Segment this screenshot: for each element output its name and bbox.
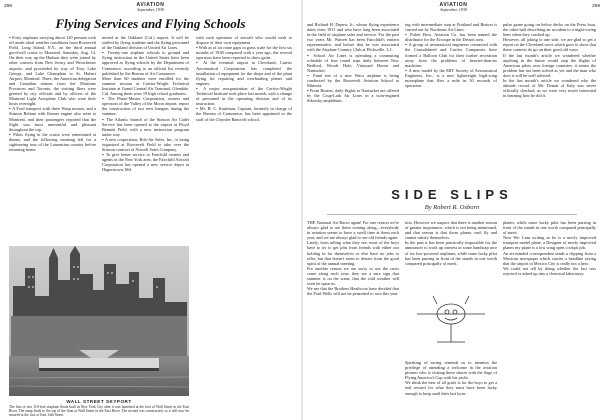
right-page xyxy=(303,0,604,420)
paragraph: ▪ Forty airplanes carrying about 120 persons took off under ideal weather conditions from Roosevelt Field, Long Island, N.Y., on the third annual good-will cruise to Montreal. Saturday, Aug. 14. On their way up the Hudson they were joined by other cruisers from New Jersey and Westchester airports, and proceeded by way of Troy, Lake George, and Lake Champlain to St. Hubert Airport, Montreal. There, the American delegation and Canadian airmen from the Maritime Provinces and Toronto, the visiting fliers were greeted by city officials and by officers of the Montreal Light Aeroplane Club who were their hosts overnight. xyxy=(9,35,96,106)
paragraph: and Richard H. Depew, Jr., whose flying experience dates from 1911 and who have long been associated in the field of airplane sales and service. For the past two years Mr. Warren has been Fairchild's eastern representative, and before that he was associated with the Airplane Country Club at Hicksville, L.I. xyxy=(307,22,399,53)
left-column-3 xyxy=(196,35,292,413)
paragraph: ▪ Pilots flying in the cruise were entertained at dinner, and the following morning left for a sightseeing tour of the Laurentian country before returning home. xyxy=(9,132,96,152)
left-column-2 xyxy=(102,35,189,243)
paragraph: We could not tell by doing whether the fact was rejected or asked up into a chemical laboratory. xyxy=(503,265,596,276)
right-header xyxy=(307,3,600,15)
paragraph: ▪ To give better service to Fairchild owners and agents in the New York area, the Fairchild Aircraft Corporation has opened a new service depot at Hagerstown, Md. xyxy=(102,152,189,172)
side-slips-column-2a xyxy=(405,220,497,280)
paragraph: nected at the Oakland (Cal.) airport. It will be staffed by flying students and the flying personnel of the Oakland division of United Air Lines. xyxy=(102,35,189,51)
article-title: Flying Services and Flying Schools xyxy=(55,16,246,31)
paragraph: ▪ At the eventual airport in Cleveland, Curtiss Aeronautical Corporation has completed the installation of equipment for the shops and of the plant flying for repairing and overhauling planes and engines. xyxy=(196,60,292,85)
paragraph: More than 60 students were enrolled for the summer session at Curtiss-Wright Technical Institute at Grand Central Air Terminal, Glendale, Cal. Among them were 18 high school graduates. xyxy=(102,75,189,97)
left-column-1 xyxy=(9,35,96,243)
paragraph: ▪ Final test of a new Waco airplane is being conducted by the Roosevelt Aviation School at Mineola. xyxy=(307,73,399,88)
paragraph: THE National Air Races again! For one reason we're always glad to see them coming along—everybody in aviation seems to have a swell time at them each year, and we are always glad to see old friends again. xyxy=(307,220,399,241)
paragraph: ▪ Mr. H. C. Kaufman, Captain, formerly in charge of the Bureau of Commerce, has been appointed to the staff of the Chrysler Bancroft school. xyxy=(196,106,292,121)
left-header-title: AVIATION xyxy=(136,2,165,8)
paragraph: ▪ A new model by the MIT Society of Aeronautical Engineers, Inc., is a new lightweight high-wing monoplane that flies a mile in 50 seconds of operation. xyxy=(405,68,497,88)
paragraph: For another reason we are sorry to see the races come along each year: they are a sure sign that summer is on the wane, that the cold weather will soon be upon us. xyxy=(307,265,399,287)
right-column-3 xyxy=(503,22,596,180)
paragraph: ▪ A major reorganization of the Curtiss-Wright Technical Institute took place last month, with a change of personnel in the operating division and of its instruction. xyxy=(196,86,292,106)
paragraph: ▪ Twenty-one airplane schools to ground and flying instruction in the United States have been approved as flying schools by the Department of Commerce, according to an official list recently published by the Bureau of Air Commerce. xyxy=(102,50,189,75)
paragraph: Speaking of racing reminds us to mention the privilege of attending a welcome in the aviation pioneer who is visiting these shores with the Sage of Flying America's Cup with his yacht. xyxy=(405,360,497,381)
paragraph: Now We: Lam writing as he is a newly improved transport model plane, a Designer of newly improved planes my plane is a low wing open cockpit job. xyxy=(503,235,596,251)
paragraph: ▪ Fisher Bros. Aviation Co. has been named the distributor for the Ercoupe in the Detroit area. xyxy=(405,32,497,42)
left-page-number: 296 xyxy=(4,4,13,9)
paragraph: ▪ A new corporation, Rob-Air Sales, Inc., is being organized at Roosevelt Field to take over the Stinson contract of Airwell Sales Company. xyxy=(102,137,189,152)
paragraph: Lately, from telling what they see, most of the boys have to try to get jobs from friends with either our holding in for themselves or else have no jobs to offer, but that doesn't seem to detract from the good spirit of the annual meeting. xyxy=(307,240,399,266)
right-header-date: September, 1938 xyxy=(440,6,467,12)
paragraph: ▪ School Air Lines is operating a commuting schedule of four round trips daily between New Bedford, Woods Hole, Vineyard Haven and Nantucket. xyxy=(307,53,399,73)
paragraph: In the past it has been practically impossible for the announcer to work up interest in some handicap race of six low-powered airplanes, while some lucky pilot has been purring in front of the stands in one worth compared principally of merit. xyxy=(405,240,497,266)
paragraph: ▪ The Phase-Master Corporation, owners and operators of the Valley of the Moon airport, report the construction of two new hangars during the summer. xyxy=(102,96,189,116)
divider xyxy=(327,214,577,215)
paragraph: tion. However we suspect that there is another reason of greater importance, which is not being mentioned, and that reason is that those planes can't fly and cannot satisfy themselves. xyxy=(405,220,497,241)
paragraph: ▪ With as of air route gaps in grass scale for the first six months of 1938 compared with a year ago, the several operators have been reported to show gains. xyxy=(196,45,292,60)
paragraph: We see that the Brothers Heathcote have decided that the Ford Wells will not be permitted to race this year. xyxy=(307,286,399,297)
side-slips-title: SIDE SLIPS xyxy=(391,187,513,202)
paragraph: ▪ From Boston, daily flights to Nantucket are offered by the Coup-Lark Air Lines in a twin-engined Sikorsky amphibian. xyxy=(307,88,399,103)
side-slips-column-2b xyxy=(405,360,497,414)
paragraph: ing with intermediate stop at Portland and Boston is carried out by Northeast Air Lines. xyxy=(405,22,497,33)
photo-caption: The first of two 110-foot seaplane floats built in New York City after it was launched at the foot of Wall Street in the East River. The ramp leads to the top of the float at Wall Street in the East River. The second was constructed, so it will now be moored at the foot of East 34th Street. xyxy=(9,405,189,418)
paragraph: An air-minded correspondent sends a clipping from a Mexican newspaper which carries a headline saying that the airport in Mexico City is really not a hero. xyxy=(503,250,596,266)
paragraph: ▪ A Ford transport with three Wasp motors, and a Stinson Reliant with Kinner engine also went to Montreal, and their passengers reported that the flight was most uneventful and pleasant throughout the trip. xyxy=(9,106,96,131)
skyport-photo xyxy=(9,246,189,396)
side-slips-column-3 xyxy=(503,220,596,414)
right-page-number: 299 xyxy=(591,4,600,9)
cartoon-illustration xyxy=(407,284,495,356)
side-slips-author: By Robert R. Osborn xyxy=(424,204,480,211)
paragraph: We think the best of all goals is for the boys to get a real reward for what they must have been lucky enough to keep until their last hour. xyxy=(405,380,497,396)
paragraph: ▪ A group of aeronautical engineers connected with the Consolidated and Curtiss Companies have formed a Balloon Club for their further recreation away from the problems of heavier-than-air machines. xyxy=(405,42,497,67)
paragraph: In the last month's article we wondered why the altitude record of Mr. Donati of Italy was never officially checked, as we were very much interested in learning how he did it. xyxy=(503,78,596,99)
left-header xyxy=(4,3,297,15)
paragraph: If the last month's article we wondered whether anything in the future would stop the flights of American pilots over foreign countries; it seems the problem has not been solved as yet and the man who does it will be well advised. xyxy=(503,52,596,78)
right-column-1 xyxy=(307,22,399,180)
paragraph: ▪ The Atlantic branch of the Stinson Air Cadet Service has been opened at the airport at Floyd Bennett Field, with a new instruction program under way. xyxy=(102,117,189,137)
side-slips-column-1 xyxy=(307,220,399,414)
paragraph: with such operators of aircraft who would wish to dispose of their own equipment. xyxy=(196,35,292,46)
photo-caption-title: WALL STREET SKYPORT xyxy=(66,399,132,404)
right-header-title: AVIATION xyxy=(439,2,468,8)
paragraph: planes, while some lucky pilot has been purring in front of the stands in one worth compared principally of merit. xyxy=(503,220,596,236)
paragraph: pulse game going on below decks on the Press boat, the other half describing an accident to a night-owing liner when they cracked up. xyxy=(503,22,596,38)
right-column-2 xyxy=(405,22,497,180)
left-header-date: September, 1938 xyxy=(137,6,164,12)
left-page xyxy=(0,0,301,420)
paragraph: However, all joking to one side, we are glad to get a report on the Cleveland races which goes to show that these contests do go on their good old ways. xyxy=(503,37,596,53)
